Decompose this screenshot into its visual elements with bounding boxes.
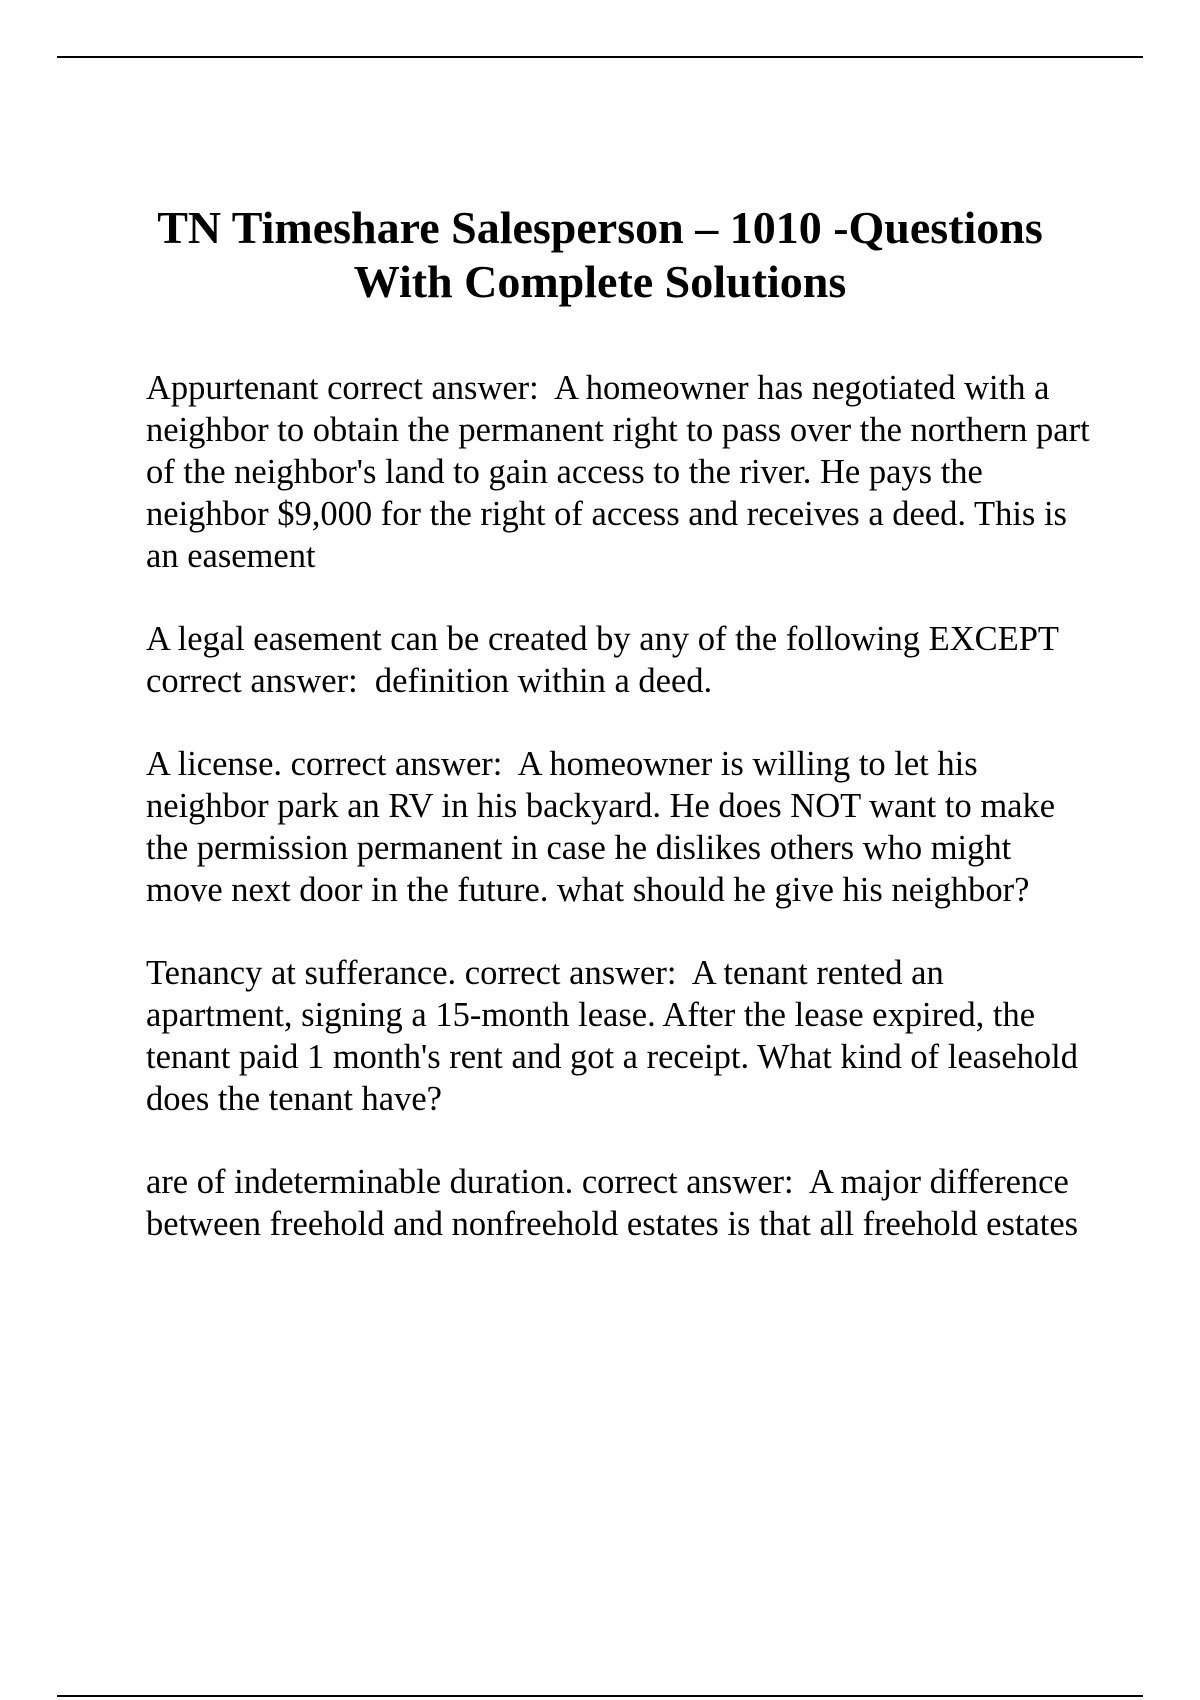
question-entry: A legal easement can be created by any of the following EXCEPT correct answer: definition within a deed. <box>146 620 1067 700</box>
title-line-1: TN Timeshare Salesperson – 1010 -Questions <box>157 202 1043 253</box>
title-line-2: With Complete Solutions <box>353 256 847 307</box>
question-list <box>146 367 1099 1286</box>
bottom-rule <box>57 1695 1143 1697</box>
question-entry: Tenancy at sufferance. correct answer: A tenant rented an apartment, signing a 15-month lease. After the lease expired, the tenant paid 1 month's rent and got a receipt. What kind of leasehold does the tenant have? <box>146 954 1087 1118</box>
question-entry: A license. correct answer: A homeowner is willing to let his neighbor park an RV in his backyard. He does NOT want to make the permission permanent in case he dislikes others who might move next door in the future. what should he give his neighbor? <box>146 745 1064 909</box>
top-rule <box>57 56 1143 58</box>
question-entry: Appurtenant correct answer: A homeowner has negotiated with a neighbor to obtain the permanent right to pass over the northern part of the neighbor's land to gain access to the river. He pays the neighbor $9,000 for the right of access and receives a deed. This is an easement <box>146 369 1099 575</box>
question-entry: are of indeterminable duration. correct answer: A major difference between freehold and nonfreehold estates is that all freehold estates <box>146 1163 1079 1243</box>
document-title <box>120 201 1080 309</box>
